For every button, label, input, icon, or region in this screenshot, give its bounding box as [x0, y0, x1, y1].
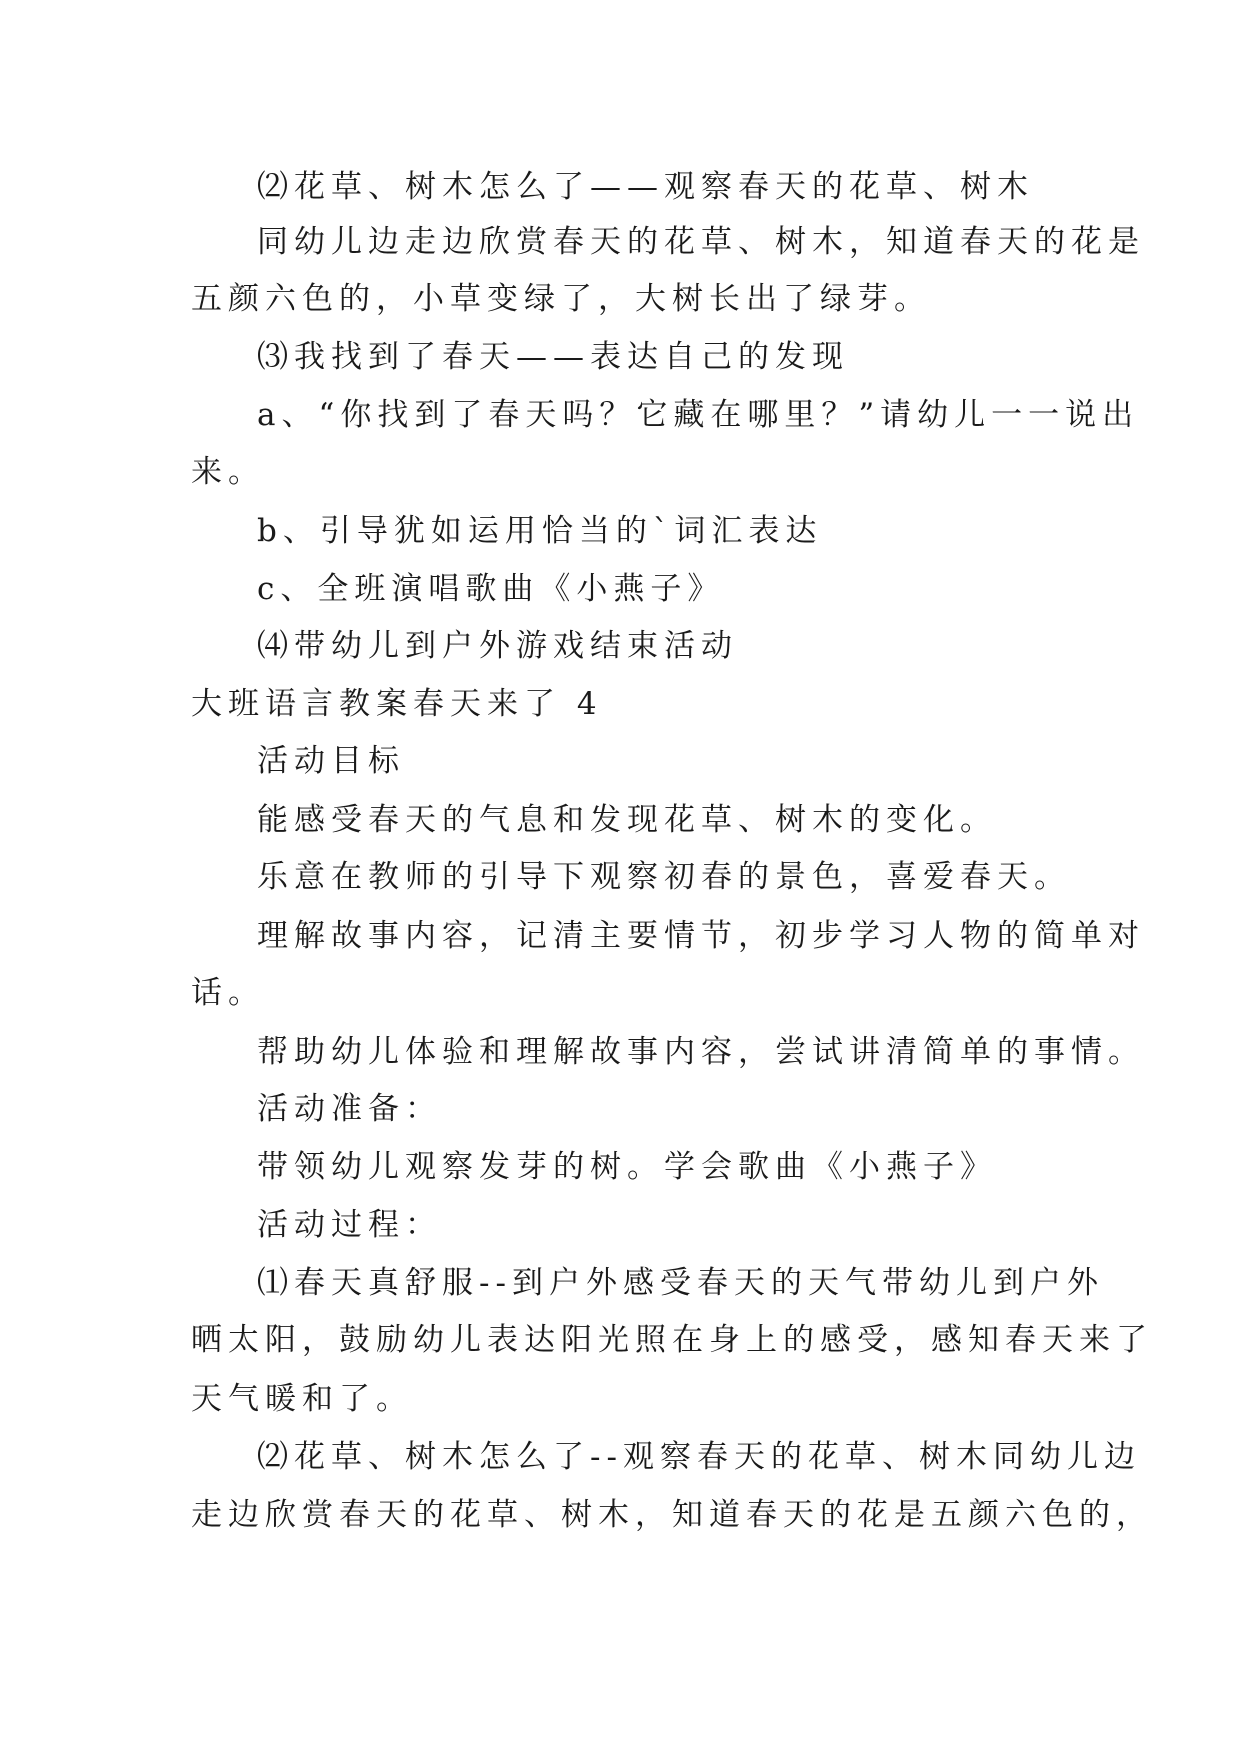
text-line: ⑶我找到了春天——表达自己的发现: [257, 339, 849, 375]
text-line: ⑴春天真舒服--到户外感受春天的天气带幼儿到户外: [257, 1265, 1104, 1301]
text-line: b、引导犹如运用恰当的`词汇表达: [257, 513, 823, 549]
text-line: 活动目标: [257, 743, 405, 779]
text-line: 来。: [191, 454, 265, 490]
section-heading: 大班语言教案春天来了 4: [191, 686, 603, 722]
text-line: ⑷带幼儿到户外游戏结束活动: [257, 628, 738, 664]
text-line: 晒太阳，鼓励幼儿表达阳光照在身上的感受，感知春天来了: [191, 1322, 1153, 1358]
text-line: 带领幼儿观察发芽的树。学会歌曲《小燕子》: [257, 1149, 997, 1185]
text-line: 走边欣赏春天的花草、树木，知道春天的花是五颜六色的，: [191, 1497, 1153, 1533]
text-line: 帮助幼儿体验和理解故事内容，尝试讲清简单的事情。: [257, 1034, 1145, 1070]
text-line: 理解故事内容，记清主要情节，初步学习人物的简单对: [257, 918, 1145, 954]
text-line: 活动过程：: [257, 1207, 442, 1243]
text-line: ⑵花草、树木怎么了--观察春天的花草、树木同幼儿边: [257, 1439, 1141, 1475]
text-line: 同幼儿边走边欣赏春天的花草、树木，知道春天的花是: [257, 224, 1145, 260]
text-line: 话。: [191, 975, 265, 1011]
text-line: a、“你找到了春天吗？它藏在哪里？”请幼儿一一说出: [257, 397, 1140, 433]
text-line: 天气暖和了。: [191, 1381, 413, 1417]
text-line: ⑵花草、树木怎么了——观察春天的花草、树木: [257, 169, 1034, 205]
text-line: c、全班演唱歌曲《小燕子》: [257, 571, 725, 607]
text-line: 五颜六色的，小草变绿了，大树长出了绿芽。: [191, 281, 931, 317]
text-line: 能感受春天的气息和发现花草、树木的变化。: [257, 802, 997, 838]
text-line: 活动准备：: [257, 1091, 442, 1127]
text-line: 乐意在教师的引导下观察初春的景色，喜爱春天。: [257, 859, 1071, 895]
